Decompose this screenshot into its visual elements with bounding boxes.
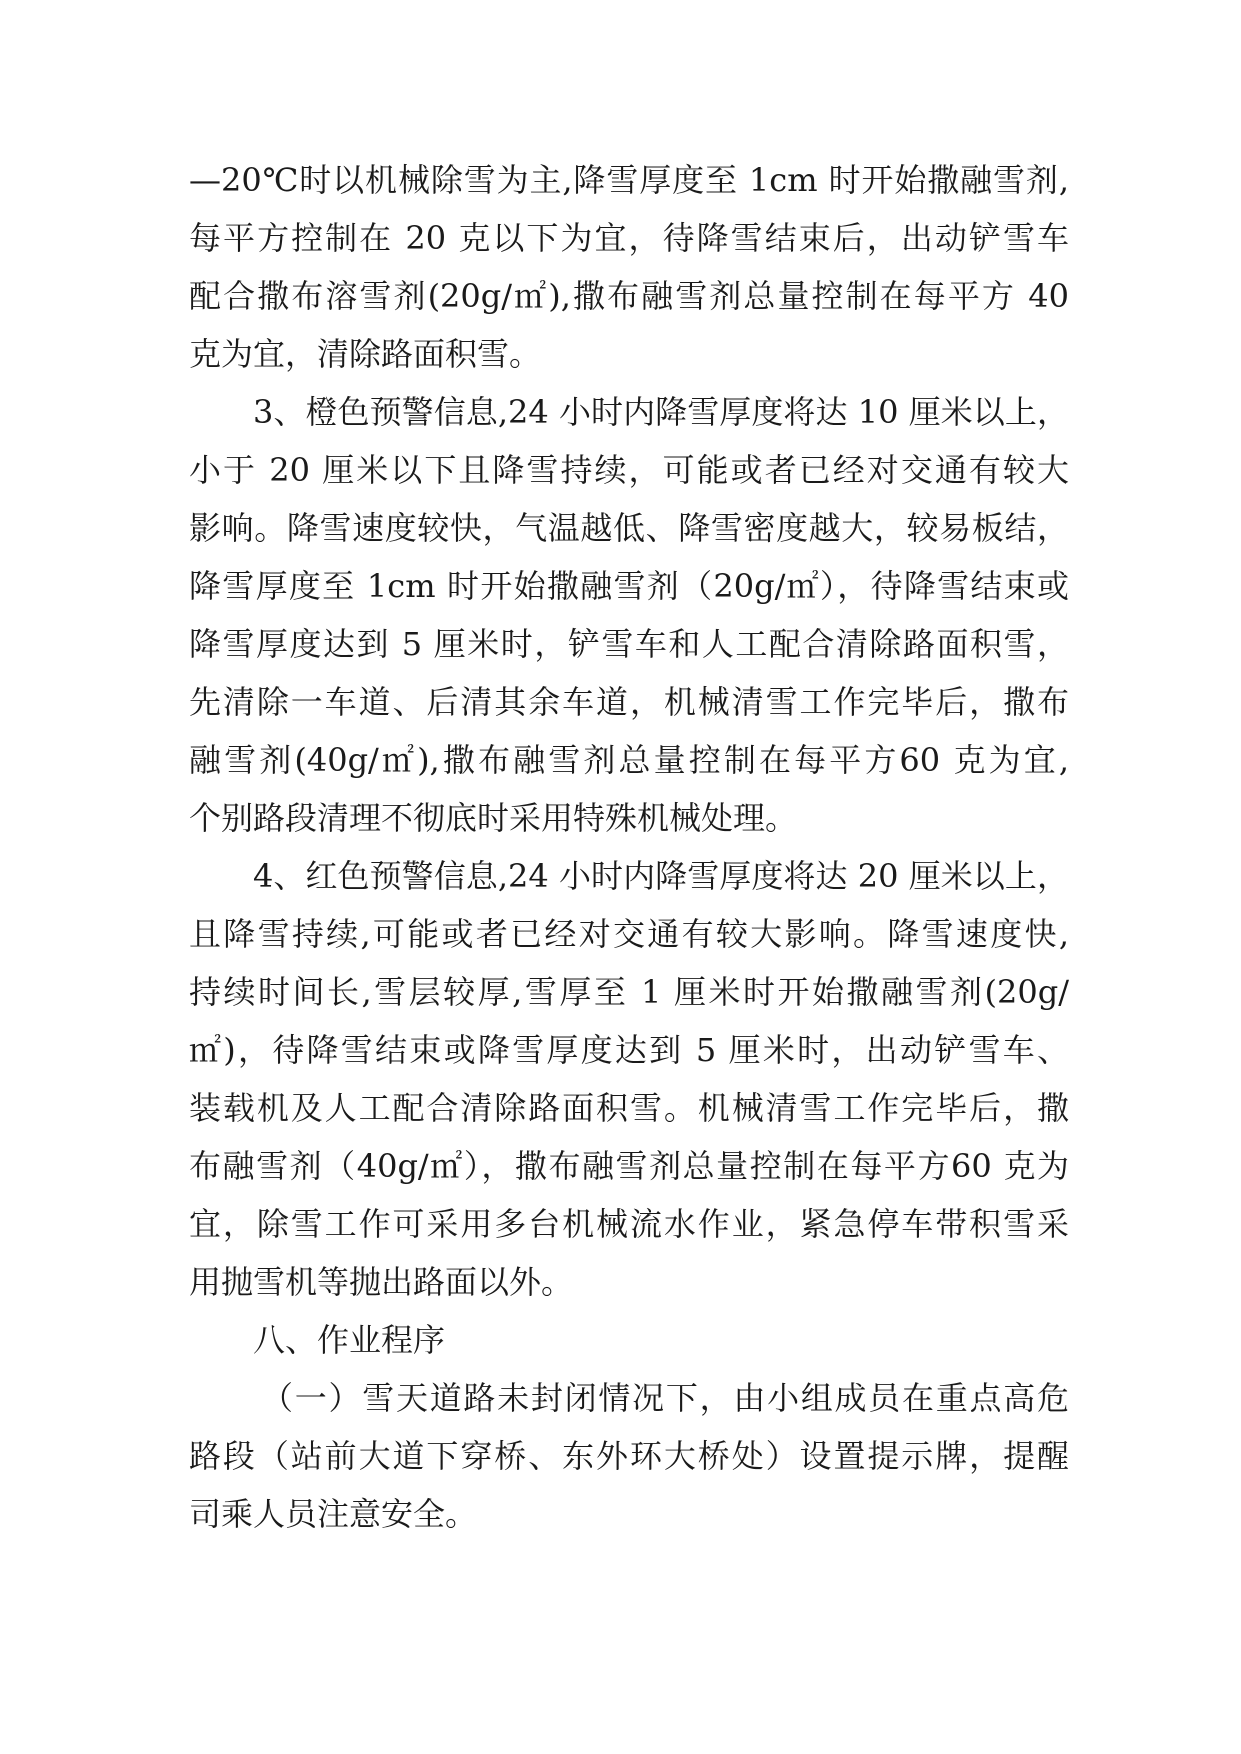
- text-line-19: 宜，除雪工作可采用多台机械流水作业，紧急停车带积雪采: [189, 1205, 1069, 1243]
- text-line-15: 持续时间长,雪层较厚,雪厚至 1 厘米时开始撒融雪剂(20g/: [189, 973, 1069, 1011]
- text-line-10: 先清除一车道、后清其余车道，机械清雪工作完毕后，撒布: [189, 683, 1069, 721]
- text-line-2: 每平方控制在 20 克以下为宜，待降雪结束后，出动铲雪车: [189, 219, 1069, 257]
- text-line-24: 司乘人员注意安全。: [189, 1495, 478, 1533]
- text-line-13: 4、红色预警信息,24 小时内降雪厚度将达 20 厘米以上，: [253, 857, 1069, 895]
- text-line-5: 3、橙色预警信息,24 小时内降雪厚度将达 10 厘米以上，: [253, 393, 1069, 431]
- text-line-20: 用抛雪机等抛出路面以外。: [189, 1263, 574, 1301]
- text-line-18: 布融雪剂（40g/㎡），撒布融雪剂总量控制在每平方60 克为: [189, 1147, 1069, 1185]
- text-line-8: 降雪厚度至 1cm 时开始撒融雪剂（20g/㎡），待降雪结束或: [189, 567, 1069, 605]
- text-line-16: ㎡)，待降雪结束或降雪厚度达到 5 厘米时，出动铲雪车、: [189, 1031, 1069, 1069]
- text-line-22: （一）雪天道路未封闭情况下，由小组成员在重点高危: [261, 1379, 1069, 1417]
- text-line-9: 降雪厚度达到 5 厘米时，铲雪车和人工配合清除路面积雪，: [189, 625, 1069, 663]
- text-line-7: 影响。降雪速度较快，气温越低、降雪密度越大，较易板结，: [189, 509, 1069, 547]
- text-line-3: 配合撒布溶雪剂(20g/㎡),撒布融雪剂总量控制在每平方 40: [189, 277, 1069, 315]
- text-line-1: —20℃时以机械除雪为主,降雪厚度至 1cm 时开始撒融雪剂,: [189, 161, 1069, 199]
- text-line-14: 且降雪持续,可能或者已经对交通有较大影响。降雪速度快,: [189, 915, 1069, 953]
- text-line-4: 克为宜，清除路面积雪。: [189, 335, 542, 373]
- section-heading: 八、作业程序: [253, 1321, 446, 1359]
- text-line-23: 路段（站前大道下穿桥、东外环大桥处）设置提示牌，提醒: [189, 1437, 1069, 1475]
- text-line-11: 融雪剂(40g/㎡),撒布融雪剂总量控制在每平方60 克为宜,: [189, 741, 1069, 779]
- text-line-12: 个别路段清理不彻底时采用特殊机械处理。: [189, 799, 798, 837]
- text-line-17: 装载机及人工配合清除路面积雪。机械清雪工作完毕后，撒: [189, 1089, 1069, 1127]
- text-line-6: 小于 20 厘米以下且降雪持续，可能或者已经对交通有较大: [189, 451, 1069, 489]
